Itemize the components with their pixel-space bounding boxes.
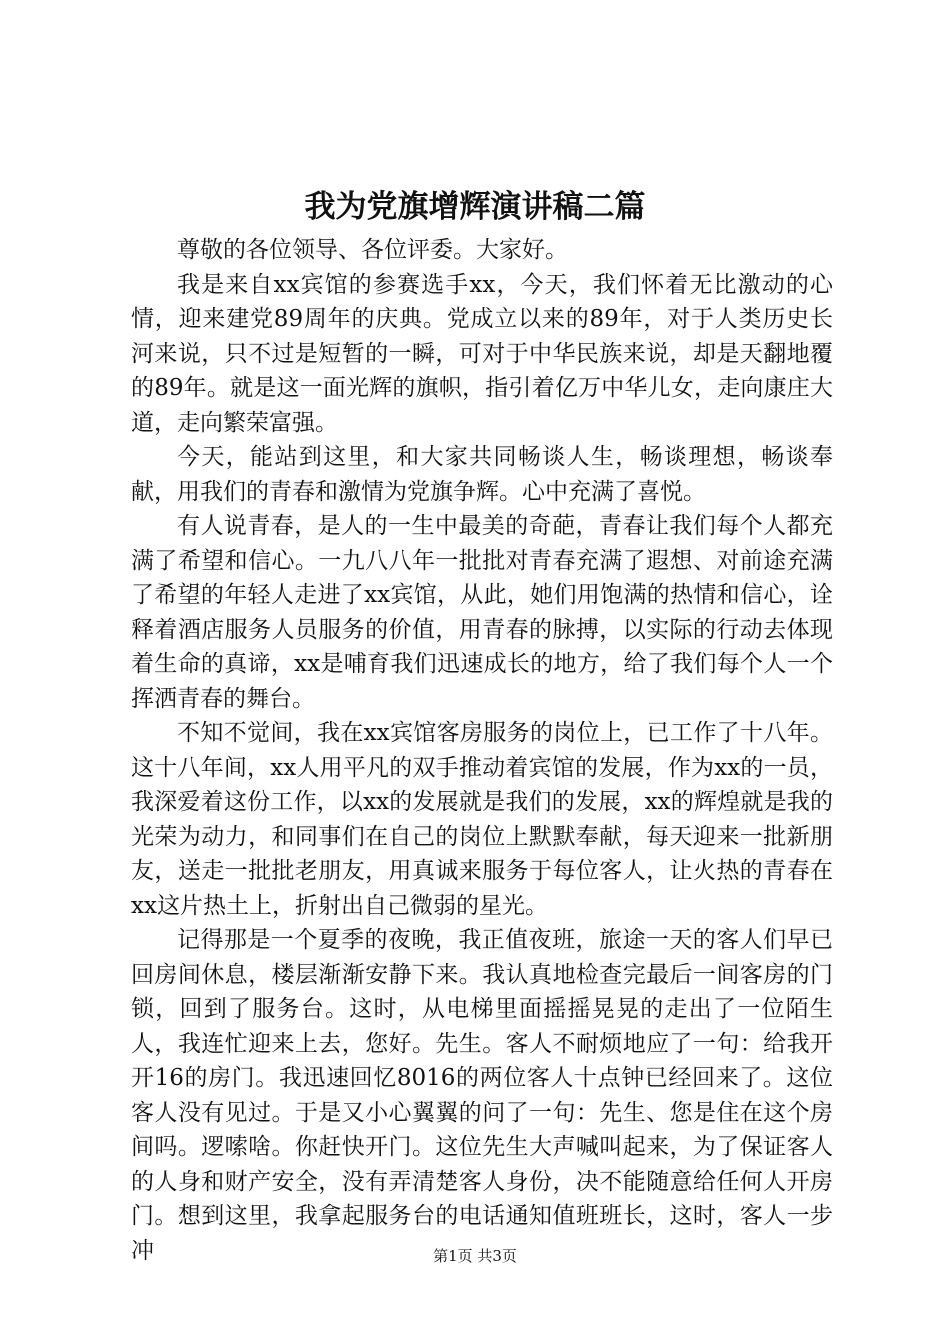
document-title: 我为党旗增辉演讲稿二篇	[304, 189, 646, 225]
paragraph-greeting: 尊敬的各位领导、各位评委。大家好。	[177, 237, 568, 263]
paragraph-introduction: 我是来自xx宾馆的参赛选手xx，今天，我们怀着无比激动的心情，迎来建党89周年的庆典。党成立以来的89年，对于人类历史长河来说，只不过是短暂的一瞬，可对于中华民族来说，却是天翻地覆的89年。就是这一面光辉的旗帜，指引着亿万中华儿女，走向康庄大道，走向繁荣富强。	[131, 271, 833, 436]
paragraph-summer-night: 记得那是一个夏季的夜晚，我正值夜班，旅途一天的客人们早已回房间休息，楼层渐渐安静下来。我认真地检查完最后一间客房的门锁，回到了服务台。这时，从电梯里面摇摇晃晃的走出了一位陌生人，我连忙迎来上去，您好。先生。客人不耐烦地应了一句：给我开开16的房门。我迅速回忆8016的两位客人十点钟已经回来了。这位客人没有见过。于是又小心翼翼的问了一句：先生、您是住在这个房间吗。逻嗦啥。你赶快开门。这位先生大声喊叫起来，为了保证客人的人身和财产安全，没有弄清楚客人身份，决不能随意给任何人开房门。想到这里，我拿起服务台的电话通知值班班长，这时，客人一步冲	[131, 927, 833, 1264]
document-body	[131, 233, 833, 1268]
paragraph-today: 今天，能站到这里，和大家共同畅谈人生，畅谈理想，畅谈奉献，用我们的青春和激情为党旗争辉。心中充满了喜悦。	[131, 444, 833, 505]
paragraph-youth: 有人说青春，是人的一生中最美的奇葩，青春让我们每个人都充满了希望和信心。一九八八年一批批对青春充满了遐想、对前途充满了希望的年轻人走进了xx宾馆，从此，她们用饱满的热情和信心，诠释着酒店服务人员服务的价值，用青春的脉搏，以实际的行动去体现着生命的真谛，xx是哺育我们迅速成长的地方，给了我们每个人一个挥洒青春的舞台。	[131, 513, 833, 712]
paragraph-work-experience: 不知不觉间，我在xx宾馆客房服务的岗位上，已工作了十八年。这十八年间，xx人用平凡的双手推动着宾馆的发展，作为xx的一员，我深爱着这份工作，以xx的发展就是我们的发展，xx的辉煌就是我的光荣为动力，和同事们在自己的岗位上默默奉献，每天迎来一批新朋友，送走一批批老朋友，用真诚来服务于每位客人，让火热的青春在xx这片热土上，折射出自己微弱的星光。	[131, 720, 833, 919]
page-number-footer: 第1页 共3页	[433, 1247, 517, 1265]
